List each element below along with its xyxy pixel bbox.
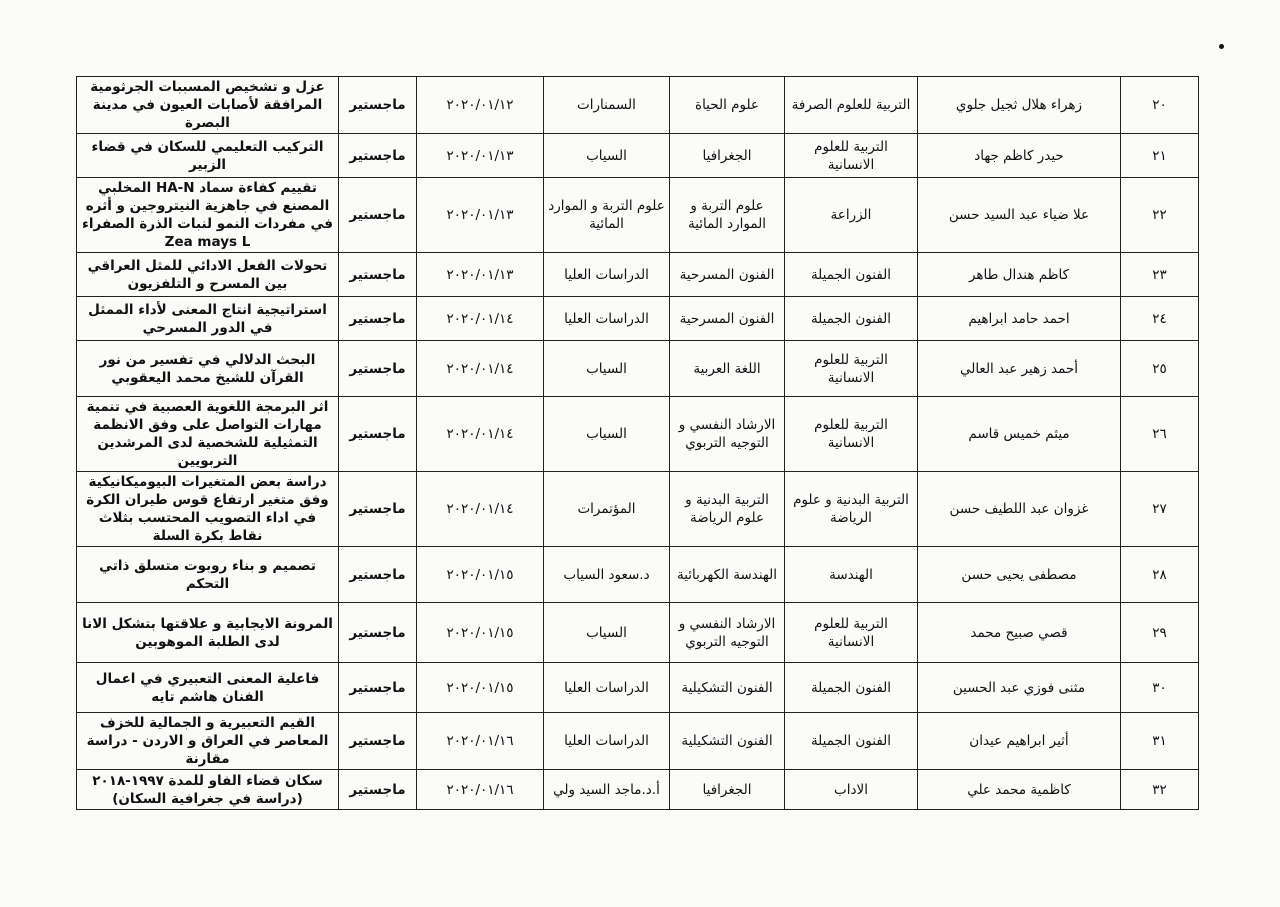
cell-college: الفنون الجميلة [785, 297, 918, 341]
cell-degree: ماجستير [339, 77, 417, 134]
cell-department: اللغة العربية [670, 341, 785, 397]
cell-thesis-title: القيم التعبيرية و الجمالية للخزف المعاصر في العراق و الاردن - دراسة مقارنة [77, 713, 339, 770]
cell-thesis-title: التركيب التعليمي للسكان في قضاء الزبير [77, 134, 339, 178]
cell-college: التربية للعلوم الانسانية [785, 134, 918, 178]
cell-college: الفنون الجميلة [785, 253, 918, 297]
cell-name: غزوان عبد اللطيف حسن [918, 472, 1121, 547]
cell-study: أ.د.ماجد السيد ولي [544, 770, 670, 810]
table-row [77, 397, 1199, 472]
cell-number: ٣١ [1121, 713, 1199, 770]
cell-thesis-title: تقييم كفاءة سماد HA-N المخلبي المصنع في جاهزية النيتروجين و أثره في مفردات النمو لنبات الذرة الصفراء Zea mays L [77, 178, 339, 253]
cell-date: ٢٠٢٠/٠١/١٤ [417, 297, 544, 341]
cell-date: ٢٠٢٠/٠١/١٣ [417, 178, 544, 253]
cell-study: السمنارات [544, 77, 670, 134]
cell-thesis-title: تصميم و بناء روبوت متسلق ذاتي التحكم [77, 547, 339, 603]
cell-number: ٢٤ [1121, 297, 1199, 341]
cell-number: ٢٦ [1121, 397, 1199, 472]
cell-date: ٢٠٢٠/٠١/١٤ [417, 341, 544, 397]
cell-college: الاداب [785, 770, 918, 810]
table-row [77, 472, 1199, 547]
cell-degree: ماجستير [339, 397, 417, 472]
cell-college: التربية للعلوم الانسانية [785, 341, 918, 397]
cell-degree: ماجستير [339, 253, 417, 297]
cell-date: ٢٠٢٠/٠١/١٦ [417, 713, 544, 770]
cell-number: ٢٩ [1121, 603, 1199, 663]
cell-date: ٢٠٢٠/٠١/١٣ [417, 134, 544, 178]
cell-degree: ماجستير [339, 663, 417, 713]
table-row [77, 713, 1199, 770]
cell-department: الجغرافيا [670, 770, 785, 810]
cell-degree: ماجستير [339, 603, 417, 663]
cell-name: زهراء هلال ثجيل جلوي [918, 77, 1121, 134]
cell-degree: ماجستير [339, 341, 417, 397]
cell-department: علوم الحياة [670, 77, 785, 134]
cell-department: التربية البدنية و علوم الرياضة [670, 472, 785, 547]
cell-date: ٢٠٢٠/٠١/١٤ [417, 397, 544, 472]
cell-department: الفنون التشكيلية [670, 663, 785, 713]
cell-number: ٢٧ [1121, 472, 1199, 547]
cell-study: السياب [544, 397, 670, 472]
cell-name: كاظم هندال طاهر [918, 253, 1121, 297]
cell-thesis-title: تحولات الفعل الادائي للمثل العراقي بين المسرح و التلفزيون [77, 253, 339, 297]
cell-college: التربية البدنية و علوم الرياضة [785, 472, 918, 547]
cell-name: قصي صبيح محمد [918, 603, 1121, 663]
cell-degree: ماجستير [339, 547, 417, 603]
cell-name: أحمد زهير عبد العالي [918, 341, 1121, 397]
cell-number: ٢٠ [1121, 77, 1199, 134]
cell-college: الفنون الجميلة [785, 713, 918, 770]
cell-date: ٢٠٢٠/٠١/١٣ [417, 253, 544, 297]
cell-department: علوم التربة و الموارد المائية [670, 178, 785, 253]
cell-study: السياب [544, 134, 670, 178]
cell-department: الجغرافيا [670, 134, 785, 178]
cell-college: الفنون الجميلة [785, 663, 918, 713]
cell-degree: ماجستير [339, 713, 417, 770]
cell-study: الدراسات العليا [544, 253, 670, 297]
cell-thesis-title: سكان قضاء الفاو للمدة ١٩٩٧-٢٠١٨ (دراسة في جغرافية السكان) [77, 770, 339, 810]
cell-name: ميثم خميس قاسم [918, 397, 1121, 472]
cell-college: التربية للعلوم الانسانية [785, 603, 918, 663]
table-row [77, 663, 1199, 713]
cell-date: ٢٠٢٠/٠١/١٥ [417, 663, 544, 713]
cell-thesis-title: البحث الدلالي في تفسير من نور القرآن للشيخ محمد اليعقوبي [77, 341, 339, 397]
cell-degree: ماجستير [339, 178, 417, 253]
cell-department: الفنون المسرحية [670, 253, 785, 297]
cell-number: ٢٥ [1121, 341, 1199, 397]
margin-dot [1219, 44, 1224, 49]
cell-college: التربية للعلوم الصرفة [785, 77, 918, 134]
cell-degree: ماجستير [339, 770, 417, 810]
cell-thesis-title: فاعلية المعنى التعبيري في اعمال الفنان هاشم تايه [77, 663, 339, 713]
table-row [77, 253, 1199, 297]
cell-college: التربية للعلوم الانسانية [785, 397, 918, 472]
cell-number: ٢٣ [1121, 253, 1199, 297]
cell-date: ٢٠٢٠/٠١/١٢ [417, 77, 544, 134]
cell-date: ٢٠٢٠/٠١/١٥ [417, 603, 544, 663]
cell-study: السياب [544, 341, 670, 397]
cell-date: ٢٠٢٠/٠١/١٤ [417, 472, 544, 547]
table-row [77, 297, 1199, 341]
cell-date: ٢٠٢٠/٠١/١٥ [417, 547, 544, 603]
table-row [77, 134, 1199, 178]
table-row [77, 77, 1199, 134]
cell-name: كاظمية محمد علي [918, 770, 1121, 810]
cell-thesis-title: المرونة الايجابية و علاقتها بتشكل الانا لدى الطلبة الموهوبين [77, 603, 339, 663]
cell-number: ٣٠ [1121, 663, 1199, 713]
table-row [77, 770, 1199, 810]
table-row [77, 178, 1199, 253]
cell-department: الفنون المسرحية [670, 297, 785, 341]
cell-degree: ماجستير [339, 472, 417, 547]
cell-study: علوم التربة و الموارد المائية [544, 178, 670, 253]
cell-degree: ماجستير [339, 297, 417, 341]
table-row [77, 603, 1199, 663]
records-body [77, 77, 1199, 810]
cell-study: د.سعود السياب [544, 547, 670, 603]
table-row [77, 341, 1199, 397]
cell-department: الارشاد النفسي و التوجيه التربوي [670, 603, 785, 663]
cell-name: مثنى فوزي عبد الحسين [918, 663, 1121, 713]
table-row [77, 547, 1199, 603]
cell-number: ٣٢ [1121, 770, 1199, 810]
cell-thesis-title: استراتيجية انتاج المعنى لأداء الممثل في الدور المسرحي [77, 297, 339, 341]
cell-thesis-title: عزل و تشخيص المسببات الجرثومية المرافقة لأصابات العيون في مدينة البصرة [77, 77, 339, 134]
cell-study: الدراسات العليا [544, 297, 670, 341]
cell-department: الارشاد النفسي و التوجيه التربوي [670, 397, 785, 472]
cell-name: علا ضياء عبد السيد حسن [918, 178, 1121, 253]
cell-study: المؤتمرات [544, 472, 670, 547]
cell-number: ٢١ [1121, 134, 1199, 178]
records-table [76, 76, 1199, 810]
cell-number: ٢٨ [1121, 547, 1199, 603]
cell-study: السياب [544, 603, 670, 663]
cell-department: الفنون التشكيلية [670, 713, 785, 770]
cell-college: الزراعة [785, 178, 918, 253]
cell-name: أثير ابراهيم عيدان [918, 713, 1121, 770]
cell-college: الهندسة [785, 547, 918, 603]
cell-date: ٢٠٢٠/٠١/١٦ [417, 770, 544, 810]
cell-study: الدراسات العليا [544, 663, 670, 713]
cell-thesis-title: اثر البرمجة اللغوية العصبية في تنمية مهارات التواصل على وفق الانظمة التمثيلية للشخصية لدى المرشدين التربويين [77, 397, 339, 472]
cell-name: احمد حامد ابراهيم [918, 297, 1121, 341]
cell-department: الهندسة الكهربائية [670, 547, 785, 603]
cell-study: الدراسات العليا [544, 713, 670, 770]
cell-degree: ماجستير [339, 134, 417, 178]
cell-name: حيدر كاظم جهاد [918, 134, 1121, 178]
cell-number: ٢٢ [1121, 178, 1199, 253]
cell-name: مصطفى يحيى حسن [918, 547, 1121, 603]
cell-thesis-title: دراسة بعض المتغيرات البيوميكانيكية وفق متغير ارتفاع قوس طيران الكرة في اداء التصويب المحتسب بثلاث نقاط بكرة السلة [77, 472, 339, 547]
